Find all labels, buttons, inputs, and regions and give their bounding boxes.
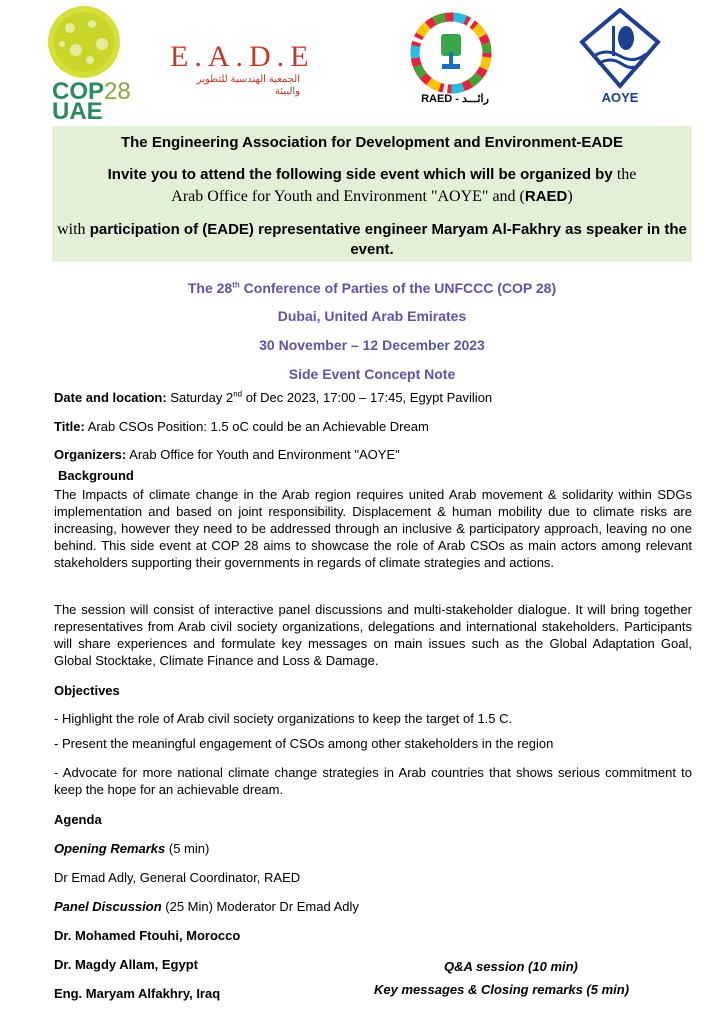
background-heading: Background — [58, 468, 134, 483]
banner-invite-text: Invite you to attend the following side event which will be organized by — [107, 166, 613, 183]
date-post: of Dec 2023, 17:00 – 17:45, Egypt Pavilion — [242, 390, 493, 405]
banner-line-organizers — [52, 188, 692, 206]
conference-location: Dubai, United Arab Emirates — [277, 308, 467, 324]
opening-speaker: Dr Emad Adly, General Coordinator, RAED — [54, 870, 301, 885]
banner-line-eade: The Engineering Association for Development and Environment-EADE — [120, 134, 623, 151]
qa-session: Q&A session (10 min) — [444, 959, 578, 974]
conference-title-post: Conference of Parties of the UNFCCC (COP 28) — [239, 280, 557, 296]
cop28-wordmark — [52, 78, 131, 125]
eade-wordmark: E.A.D.E — [170, 40, 315, 73]
date-pre: Saturday 2 — [166, 390, 234, 405]
organizers-value: Arab Office for Youth and Environment "AOYE" — [126, 447, 400, 462]
eade-logo — [170, 40, 315, 97]
cop-number: 28 — [104, 78, 131, 105]
panel-discussion-label: Panel Discussion — [54, 899, 162, 914]
opening-remarks-line — [54, 840, 209, 857]
background-paragraph-2: The session will consist of interactive panel discussions and multi-stakeholder dialogue. It will bring together representatives from Arab civil society organizations, delegations and international stakeholders. Participants will share experiences and formulate key messages on main issues such as the Global Adaptation Goal, Global Stocktake, Climate Finance and Loss & Damage. — [54, 602, 692, 668]
banner-aoye-text: Arab Office for Youth and Environment "AOYE" and ( — [171, 188, 525, 205]
concept-note-heading: Side Event Concept Note — [288, 366, 456, 382]
objectives-heading: Objectives — [54, 683, 120, 698]
panel-speaker-1: Dr. Mohamed Ftouhi, Morocco — [54, 928, 241, 943]
panel-discussion-line — [54, 898, 359, 915]
event-title-line — [54, 418, 692, 435]
opening-remarks-time: (5 min) — [165, 841, 210, 856]
date-location-label: Date and location: — [54, 390, 167, 405]
opening-remarks-label: Opening Remarks — [54, 841, 166, 856]
panel-discussion-rest: (25 Min) Moderator Dr Emad Adly — [161, 899, 359, 914]
uae-word: UAE — [52, 98, 103, 125]
panel-speaker-2: Dr. Magdy Allam, Egypt — [54, 957, 198, 972]
cop28-emblem-icon — [40, 4, 128, 78]
cop28-uae-logo — [38, 4, 136, 125]
event-title-label: Title: — [54, 419, 85, 434]
conference-title-sup: th — [232, 280, 240, 290]
conference-dates: 30 November – 12 December 2023 — [259, 337, 485, 353]
panel-speaker-3: Eng. Maryam Alfakhry, Iraq — [54, 986, 221, 1001]
objective-item-2: - Present the meaningful engagement of CSOs among other stakeholders in the region — [54, 736, 554, 751]
agenda-heading: Agenda — [54, 812, 102, 827]
organizers-label: Organizers: — [54, 447, 127, 462]
banner-line-participation — [52, 220, 692, 260]
aoye-label: AOYE — [601, 90, 639, 104]
banner-participation-text: participation of (EADE) representative engineer Maryam Al-Fakhry as speaker in the event. — [89, 221, 687, 258]
cop-word: COP — [52, 78, 105, 105]
aoye-logo-icon — [578, 8, 662, 104]
eade-arabic-name: الجمعية الهندسية للتطوير والبيئة — [196, 74, 300, 97]
objective-item-1: - Highlight the role of Arab civil society organizations to keep the target of 1.5 C. — [54, 711, 513, 726]
banner-raed-close: ) — [567, 188, 573, 205]
banner-invite-the: the — [616, 166, 637, 183]
date-location-line — [54, 389, 692, 406]
organizers-line — [54, 446, 692, 463]
closing-remarks: Key messages & Closing remarks (5 min) — [374, 982, 630, 997]
date-sup: nd — [233, 389, 243, 399]
conference-title — [52, 280, 692, 296]
objective-item-3: - Advocate for more national climate change strategies in Arab countries that shows serious commitment to keep the hope for an achievable dream. — [54, 765, 692, 797]
banner-with: with — [57, 221, 86, 238]
banner-line-invite — [52, 166, 692, 184]
banner-raed-text: RAED — [524, 188, 568, 205]
raed-label: RAED - رائـــد — [421, 93, 489, 105]
event-title-value: Arab CSOs Position: 1.5 oC could be an Achievable Dream — [84, 419, 429, 434]
conference-title-pre: The 28 — [187, 280, 233, 296]
invitation-banner — [52, 126, 692, 262]
background-paragraph-1: The Impacts of climate change in the Arab region requires united Arab movement & solidarity within SDGs implementation and based on joint responsibility. Displacement & human mobility due to climate risks are increasing, however they need to be addressed through an inclusive & participatory approach, leaving no one behind. This side event at COP 28 aims to showcase the role of Arab CSOs as main actors among relevant stakeholders supporting their governments in regards of climate strategies and actions. — [54, 487, 692, 570]
